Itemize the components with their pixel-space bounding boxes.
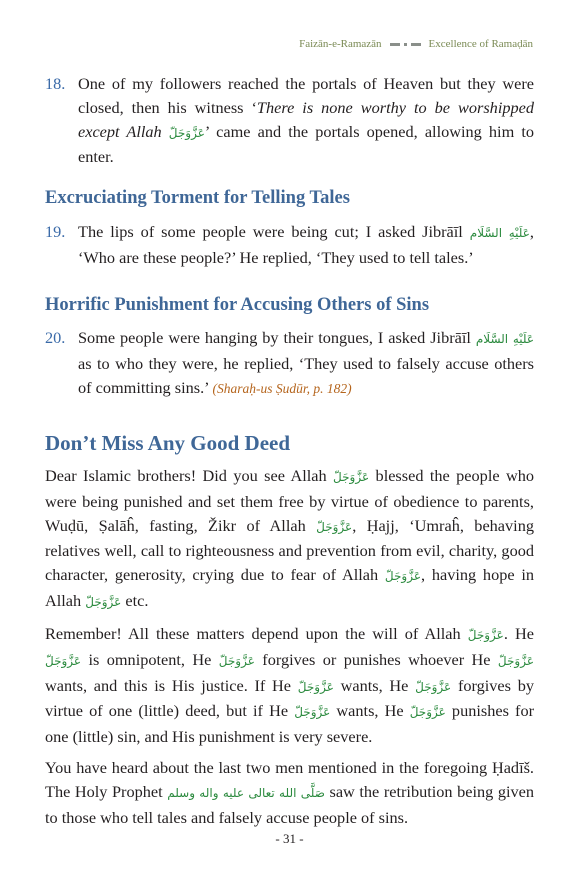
honorific-azza-wa-jall: عَزَّوَجَلّ [85,594,122,609]
citation: (Sharaḥ-us Ṣudūr, p. 182) [212,380,352,396]
header-book-title: Faizān-e-Ramazān [299,38,382,50]
item-text: Some people were hanging by their tongues, I asked Jibrāīl عَلَيْهِ السَّلَام as to who they were, he replied, ‘They used to falsely accuse others of committing sins.’ (Sharaḥ-us Ṣudūr, p. 182) [78,328,535,397]
header-chapter-title: Excellence of Ramaḍān [428,38,533,50]
honorific-azza-wa-jall: عَزَّوَجَلّ [45,653,82,668]
header-separator [390,43,421,46]
honorific-salawat: صَلَّى الله تعالی عليه واله وسلم [167,785,325,800]
list-item-20 [45,326,534,400]
list-item-18 [45,72,534,169]
honorific-azza-wa-jall: عَزَّوَجَلّ [333,470,370,484]
honorific-azza-wa-jall: عَزَّوَجَلّ [384,569,422,584]
honorific-azza-wa-jall: عَزَّوَجَلّ [415,679,452,694]
page-number: - 31 - [275,831,304,846]
running-header [299,38,533,50]
section-heading: Excruciating Torment for Telling Tales [45,188,350,208]
honorific-azza-wa-jall: عَزَّوَجَلّ [316,519,353,534]
item-text: The lips of some people were being cut; I asked Jibrāīl عَلَيْهِ السَّلَام, ‘Who are these people?’ He replied, ‘They used to tell tales.’ [78,222,534,267]
honorific-alaihis-salam: عَلَيْهِ السَّلَام [469,226,530,240]
honorific-azza-wa-jall: عَزَّوَجَلّ [297,679,334,694]
item-number: 19. [45,222,66,241]
item-number: 20. [45,328,66,347]
paragraph: You have heard about the last two men mentioned in the foregoing Ḥadīš. The Holy Prophet صَلَّى الله تعالی عليه واله وسلم saw the retribution being given to those who tell tales and falsely accuse people of sins. [45,758,535,827]
honorific-azza-wa-jall: عَزَّوَجَلّ [467,628,504,642]
honorific-azza-wa-jall: عَزَّوَجَلّ [409,705,446,720]
item-quote: There is none worthy to be worshipped except Allah [78,97,534,141]
honorific-azza-wa-jall: عَزَّوَجَلّ [218,653,255,668]
honorific-alaihis-salam: عَلَيْهِ السَّلَام [475,332,535,346]
paragraph: Dear Islamic brothers! Did you see Allah عَزَّوَجَلّ blessed the people who were being punished and set them free by virtue of obedience to parents, Wuḍū, Ṣalāĥ, fasting, Žikr of Allah عَزَّوَجَلّ, Ḥajj, ‘Umraĥ, behaving relatives well, call to righteousness and prevention from evil, charity, good character, generosity, crying due to fear of Allah عَزَّوَجَلّ, having hope in Allah عَزَّوَجَلّ etc. [45,466,535,610]
section-heading: Horrific Punishment for Accusing Others of Sins [45,295,430,315]
honorific-azza-wa-jall: عَزَّوَجَلّ [497,653,535,668]
item-text: One of my followers reached the portals of Heaven but they were closed, then his witness ‘There is none worthy to be worshipped except Allah عَزَّوَجَلّ’ came and the portals opened, allowing him to enter. [78,74,534,167]
honorific-azza-wa-jall: عَزَّوَجَلّ [294,705,331,720]
item-number: 18. [45,74,66,93]
list-item-19 [45,220,534,270]
section-heading-main: Don’t Miss Any Good Deed [45,431,291,455]
honorific-azza-wa-jall: عَزَّوَجَلّ [168,125,205,140]
paragraph: Remember! All these matters depend upon the will of Allah عَزَّوَجَلّ. He عَزَّوَجَلّ is omnipotent, He عَزَّوَجَلّ forgives or punishes whoever He عَزَّوَجَلّ wants, and this is His justice. If He عَزَّوَجَلّ wants, He عَزَّوَجَلّ forgives by virtue of one (little) deed, but if He عَزَّوَجَلّ wants, He عَزَّوَجَلّ punishes for one (little) sin, and His punishment is very severe. [45,624,535,747]
